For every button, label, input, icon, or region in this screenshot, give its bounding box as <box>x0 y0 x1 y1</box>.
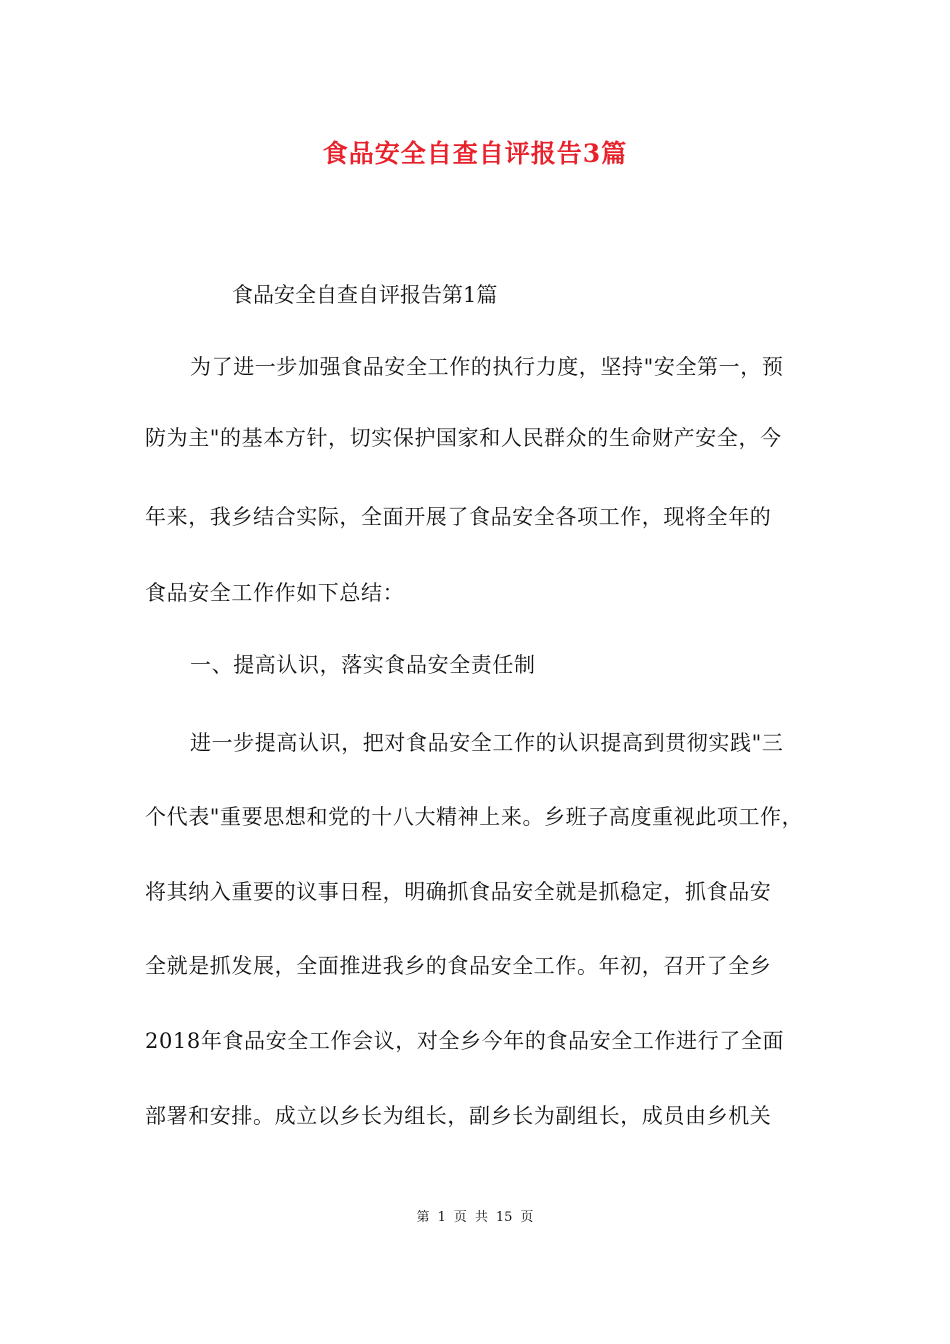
footer-suffix: 页 <box>520 1210 534 1225</box>
footer-prefix: 第 <box>416 1210 430 1225</box>
paragraph-line: 将其纳入重要的议事日程，明确抓食品安全就是抓稳定，抓食品安 <box>145 880 772 904</box>
section-heading: 一、提高认识，落实食品安全责任制 <box>190 653 536 677</box>
footer-page-word: 页 <box>453 1210 467 1225</box>
page-footer <box>0 1208 950 1228</box>
footer-current-page: 1 <box>437 1210 446 1225</box>
paragraph-line: 部署和安排。成立以乡长为组长，副乡长为副组长，成员由乡机关 <box>145 1104 772 1128</box>
paragraph-line: 食品安全工作作如下总结： <box>145 581 405 605</box>
document-title: 食品安全自查自评报告3篇 <box>322 139 628 168</box>
paragraph-line: 年来，我乡结合实际，全面开展了食品安全各项工作，现将全年的 <box>145 505 772 529</box>
footer-total-word: 共 <box>474 1210 488 1225</box>
paragraph-line: 2018年食品安全工作会议，对全乡今年的食品安全工作进行了全面 <box>145 1029 785 1053</box>
paragraph-line: 个代表"重要思想和党的十八大精神上来。乡班子高度重视此项工作， <box>145 805 804 829</box>
section-subtitle: 食品安全自查自评报告第1篇 <box>232 283 498 307</box>
footer-total-pages: 15 <box>495 1210 513 1225</box>
paragraph-line: 全就是抓发展，全面推进我乡的食品安全工作。年初，召开了全乡 <box>145 954 772 978</box>
paragraph-line: 为了进一步加强食品安全工作的执行力度，坚持"安全第一，预 <box>190 355 784 379</box>
paragraph-line: 防为主"的基本方针，切实保护国家和人民群众的生命财产安全，今 <box>145 426 782 450</box>
paragraph-line: 进一步提高认识，把对食品安全工作的认识提高到贯彻实践"三 <box>190 731 784 755</box>
